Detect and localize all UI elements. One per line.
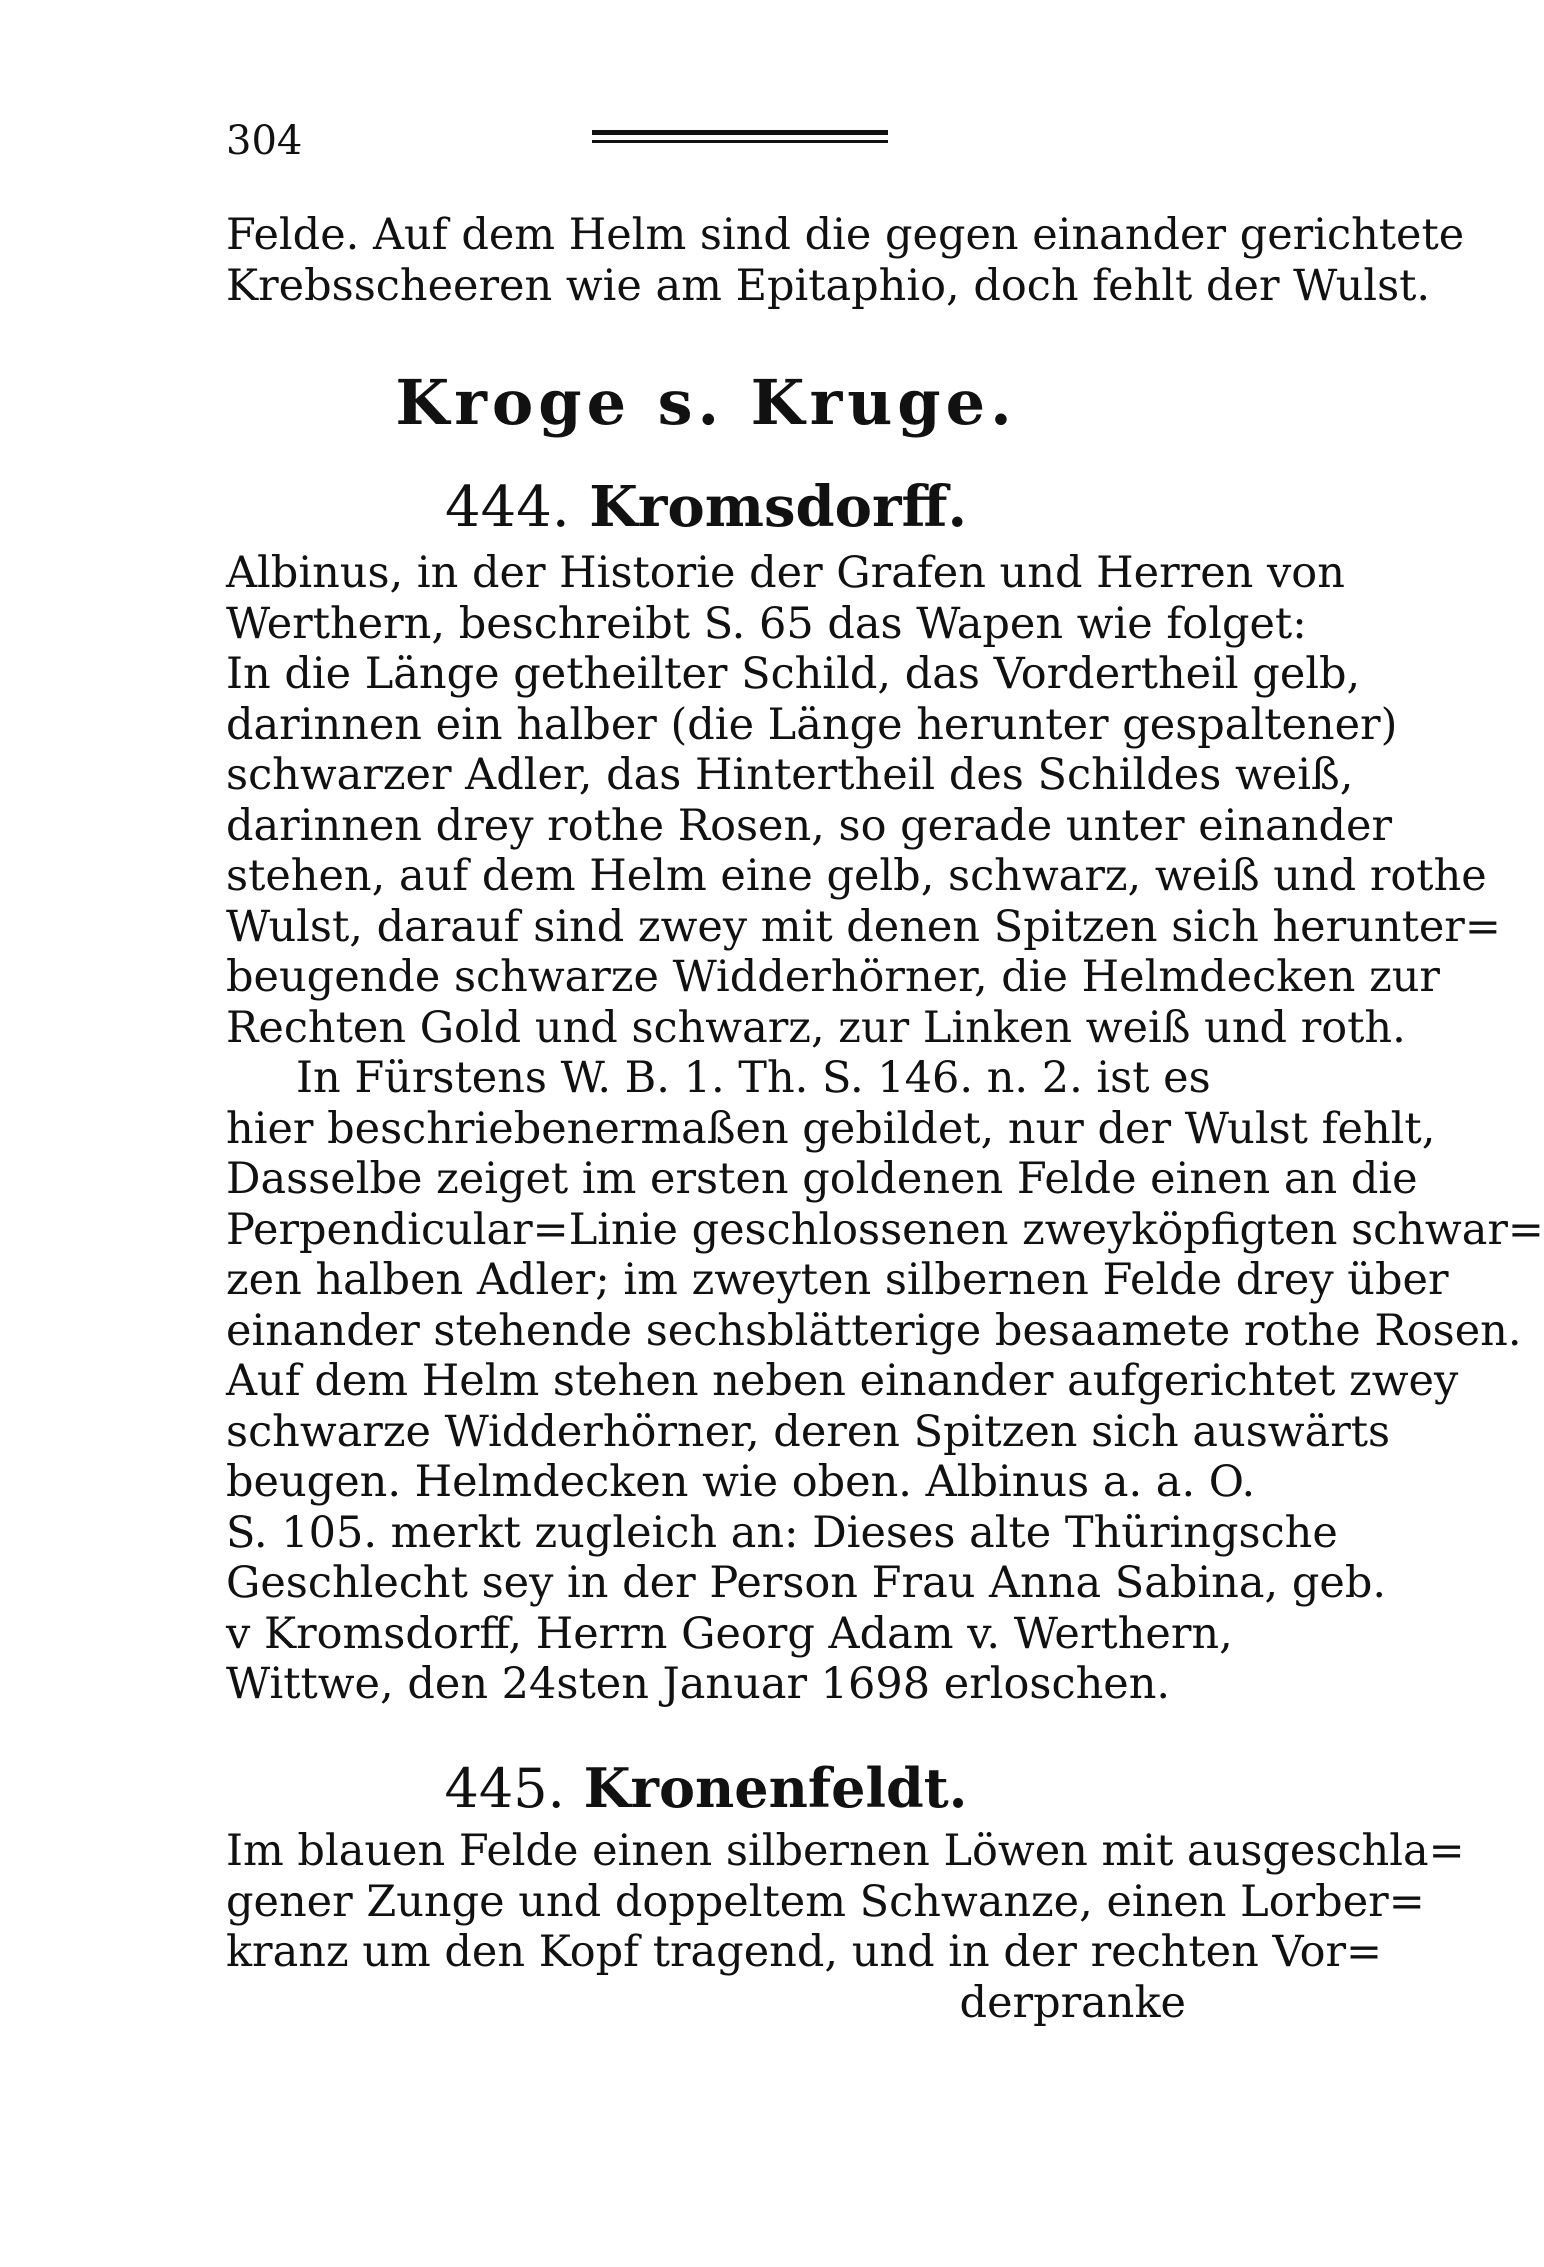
text-line: In die Länge getheilter Schild, das Vordertheil gelb,	[226, 649, 1361, 699]
text-line: Perpendicular=Linie geschlossenen zweyköpfigten schwar=	[226, 1204, 1544, 1255]
text-line: Werthern, beschreibt S. 65 das Wapen wie folget:	[226, 598, 1307, 649]
text-line: Rechten Gold und schwarz, zur Linken weiß und roth.	[226, 1002, 1406, 1053]
text-line: beugen. Helmdecken wie oben. Albinus a. a. O.	[226, 1457, 1256, 1507]
text-line: schwarzer Adler, das Hintertheil des Schildes weiß,	[226, 750, 1354, 800]
continuation-text	[226, 210, 1465, 311]
cross-reference-heading: Kroge s. Kruge.	[395, 366, 1017, 439]
catchword: derpranke	[959, 1977, 1186, 2028]
text-line: Im blauen Felde einen silbernen Löwen mit ausgeschla=	[226, 1826, 1465, 1876]
text-line: Krebsscheeren wie am Epitaphio, doch fehlt der Wulst.	[226, 260, 1431, 311]
text-line: Wulst, darauf sind zwey mit denen Spitzen sich herunter=	[226, 901, 1501, 952]
text-line: darinnen ein halber (die Länge herunter gespaltener)	[226, 699, 1398, 750]
text-line: In Fürstens W. B. 1. Th. S. 146. n. 2. ist es	[296, 1053, 1211, 1103]
entry-name: Kronenfeldt.	[583, 1756, 968, 1820]
entry-445-text	[226, 1826, 1465, 2028]
text-line: Dasselbe zeiget im ersten goldenen Felde einen an die	[226, 1154, 1418, 1204]
header-rule-thin	[592, 140, 888, 143]
entry-number: 445.	[444, 1757, 565, 1820]
text-line: Auf dem Helm stehen neben einander aufgerichtet zwey	[226, 1356, 1459, 1406]
text-line: beugende schwarze Widderhörner, die Helmdecken zur	[226, 952, 1440, 1002]
entry-name: Kromsdorff.	[589, 474, 967, 540]
text-line: einander stehende sechsblätterige besaamete rothe Rosen.	[226, 1305, 1522, 1356]
text-line: v Kromsdorff, Herrn Georg Adam v. Werthern,	[226, 1608, 1233, 1659]
entry-444-heading	[226, 474, 1186, 540]
text-line: S. 105. merkt zugleich an: Dieses alte Thüringsche	[226, 1507, 1338, 1558]
header-rule	[592, 130, 888, 135]
text-line: hier beschriebenermaßen gebildet, nur der Wulst fehlt,	[226, 1103, 1436, 1154]
text-line: Felde. Auf dem Helm sind die gegen einander gerichtete	[226, 210, 1465, 260]
entry-445-heading	[226, 1756, 1186, 1820]
text-line: Geschlecht sey in der Person Frau Anna Sabina, geb.	[226, 1558, 1387, 1608]
text-line: gener Zunge und doppeltem Schwanze, einen Lorber=	[226, 1876, 1425, 1927]
entry-444-text	[226, 548, 1544, 1710]
text-line: Albinus, in der Historie der Grafen und Herren von	[226, 548, 1345, 598]
text-line: kranz um den Kopf tragend, und in der rechten Vor=	[226, 1927, 1383, 1977]
text-line: zen halben Adler; im zweyten silbernen Felde drey über	[226, 1255, 1449, 1305]
page-number: 304	[226, 118, 303, 164]
entry-number: 444.	[445, 475, 570, 540]
text-line: Wittwe, den 24sten Januar 1698 erloschen.	[226, 1659, 1171, 1709]
text-line: stehen, auf dem Helm eine gelb, schwarz, weiß und rothe	[226, 851, 1487, 901]
text-line: darinnen drey rothe Rosen, so gerade unter einander	[226, 800, 1393, 851]
text-line: schwarze Widderhörner, deren Spitzen sich auswärts	[226, 1406, 1391, 1457]
